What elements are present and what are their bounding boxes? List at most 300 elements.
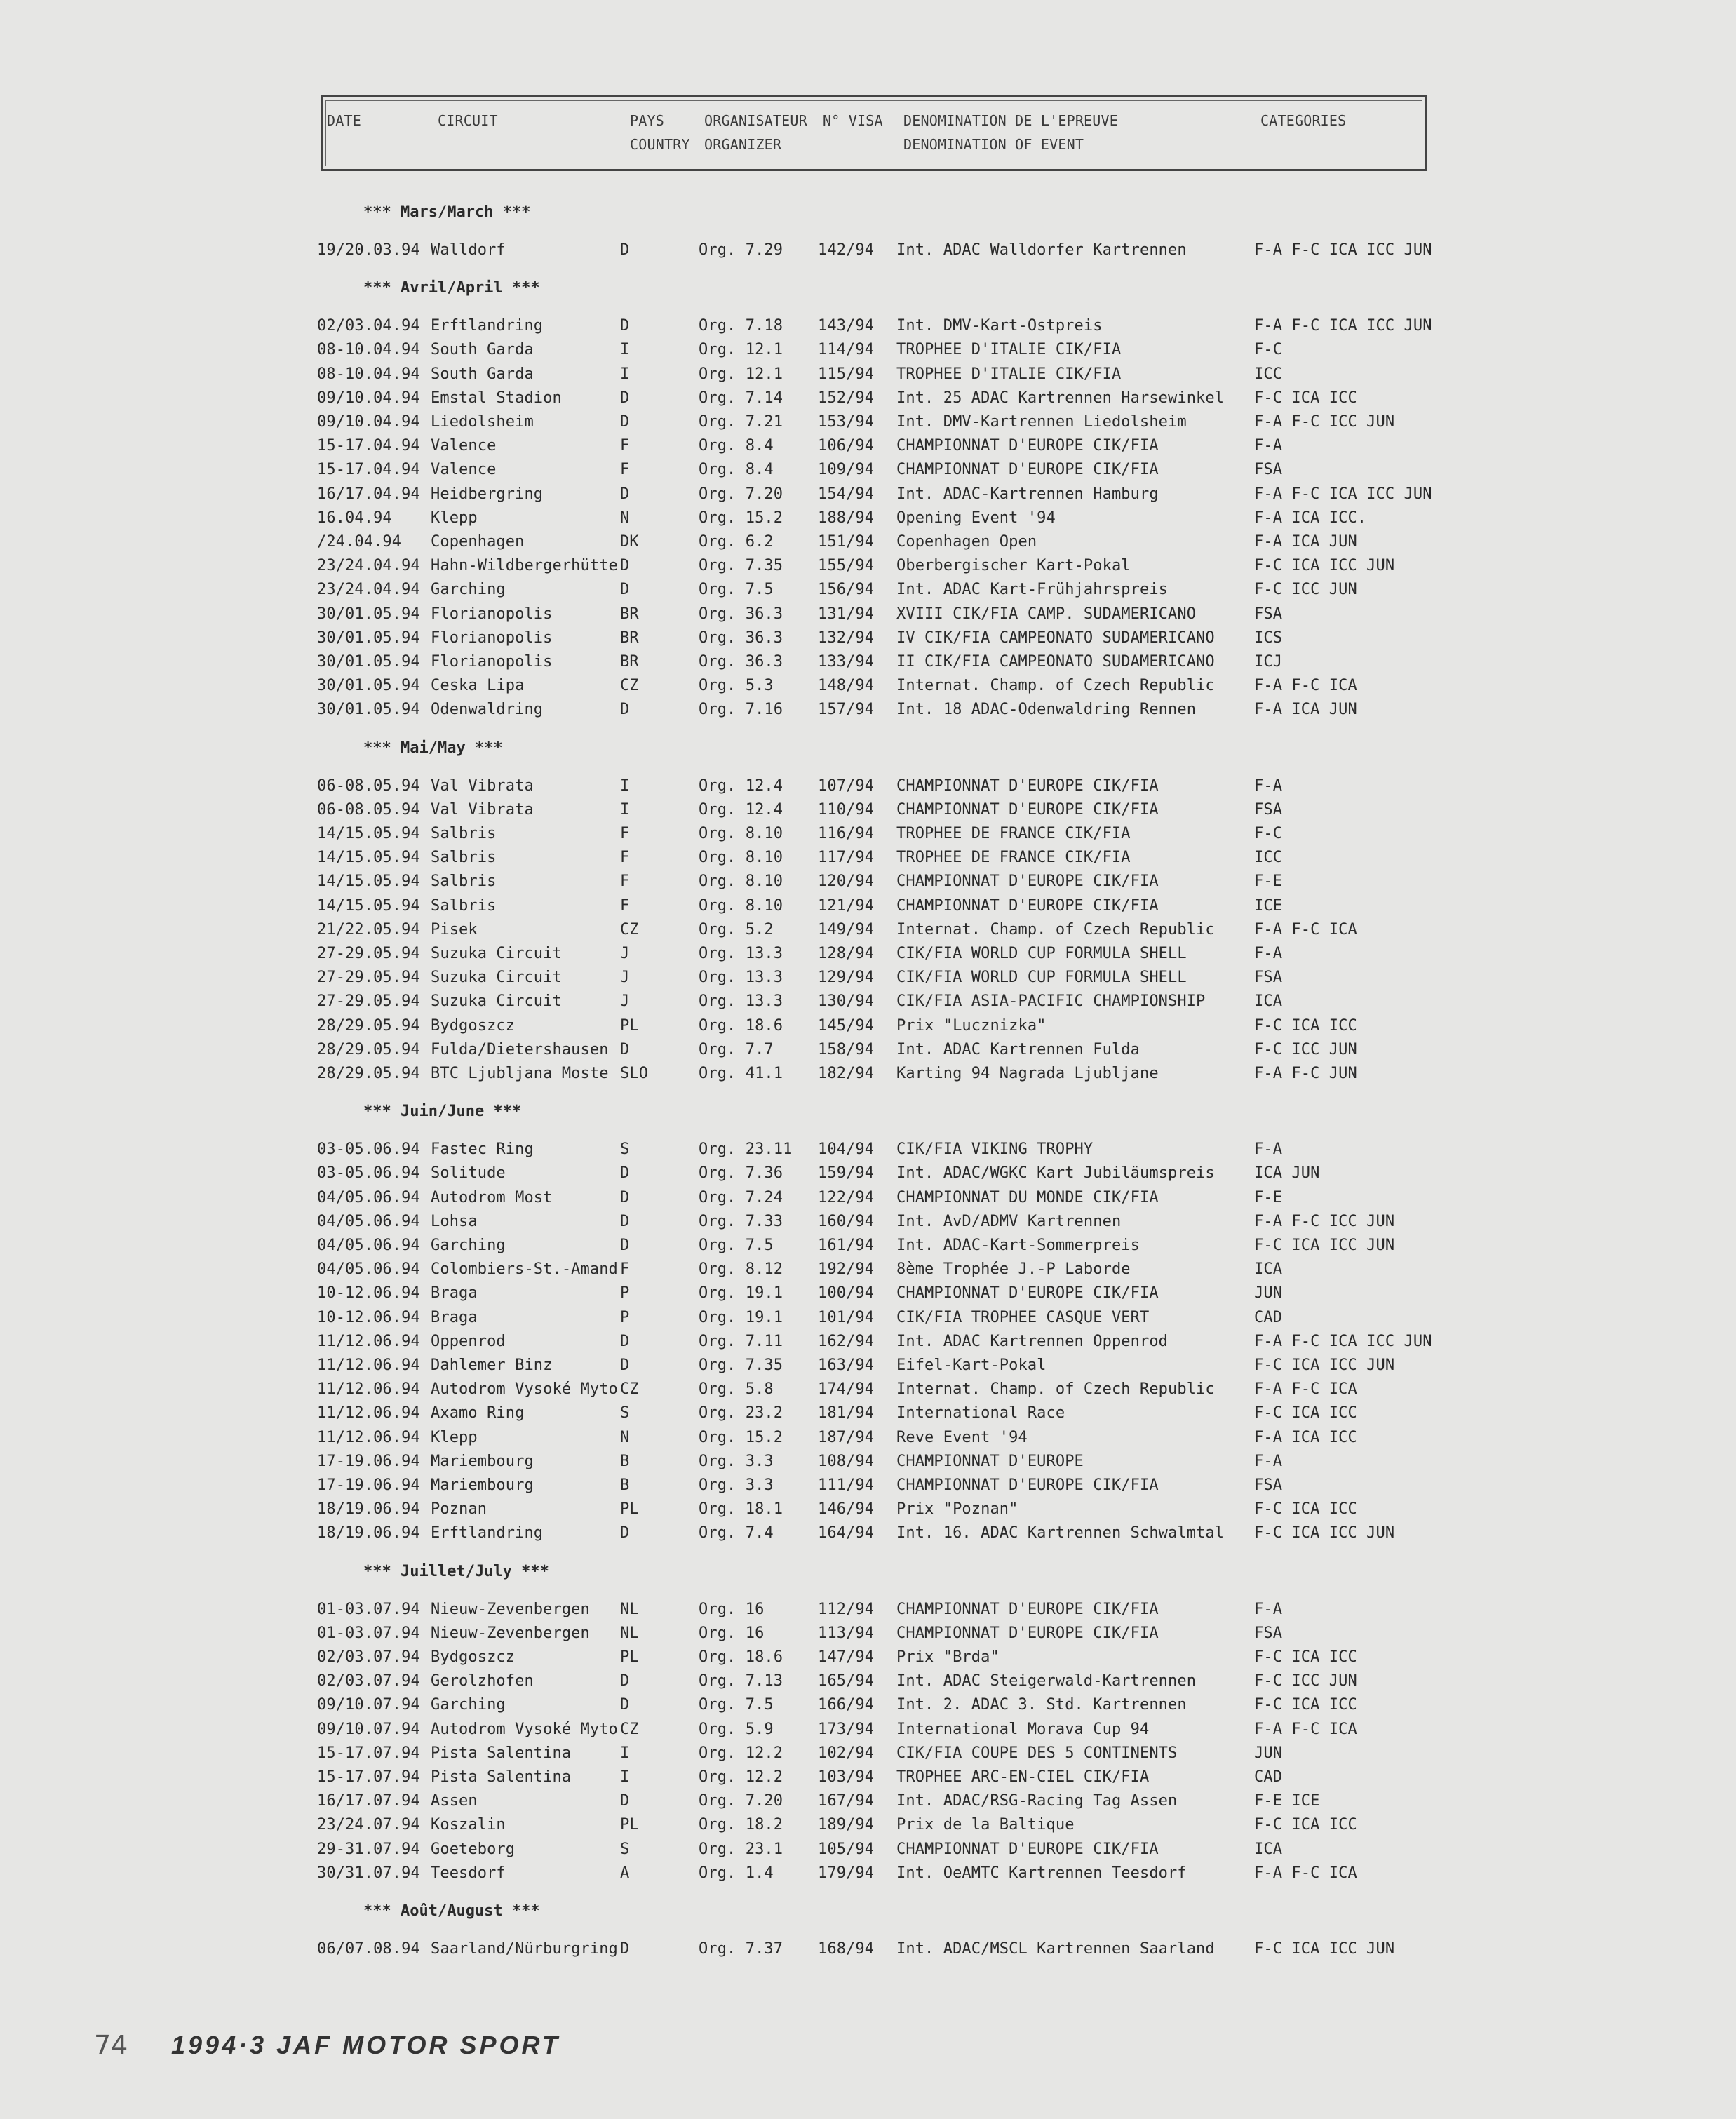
categories: ICS (1254, 628, 1283, 647)
country-code: NL (620, 1624, 639, 1642)
event-name: Oberbergischer Kart-Pokal (896, 557, 1131, 575)
table-row (0, 1813, 1736, 1837)
country-code: B (620, 1476, 630, 1494)
circuit-name: Fastec Ring (431, 1141, 534, 1159)
circuit-name: Solitude (431, 1164, 506, 1183)
event-name: CHAMPIONNAT D'EUROPE CIK/FIA (896, 873, 1159, 891)
categories: F-A ICA JUN (1254, 701, 1357, 719)
organizer-number: Org. 8.12 (699, 1260, 783, 1279)
event-name: TROPHEE DE FRANCE CIK/FIA (896, 825, 1131, 842)
categories: F-A F-C JUN (1254, 1065, 1357, 1082)
visa-number: 148/94 (818, 677, 875, 695)
country-code: N (620, 509, 630, 527)
visa-number: 131/94 (818, 605, 875, 623)
categories: FSA (1254, 605, 1283, 623)
event-name: CHAMPIONNAT D'EUROPE CIK/FIA (896, 1624, 1159, 1642)
organizer-number: Org. 15.2 (699, 509, 783, 527)
table-row (0, 674, 1736, 698)
circuit-name: Axamo Ring (431, 1404, 525, 1422)
column-header-box (321, 95, 1427, 171)
visa-number: 101/94 (818, 1308, 875, 1326)
organizer-number: Org. 7.37 (699, 1940, 783, 1958)
circuit-name: Colombiers-St.-Amand (431, 1260, 618, 1279)
circuit-name: Autodrom Most (431, 1188, 553, 1206)
circuit-name: Bydgoszcz (431, 1016, 516, 1035)
circuit-name: Mariembourg (431, 1476, 534, 1494)
event-name: CIK/FIA VIKING TROPHY (896, 1141, 1094, 1159)
event-date: 16/17.07.94 (317, 1792, 420, 1810)
organizer-number: Org. 36.3 (699, 605, 783, 623)
circuit-name: Walldorf (431, 241, 506, 259)
circuit-name: Koszalin (431, 1816, 506, 1834)
categories: FSA (1254, 1624, 1283, 1642)
event-date: 10-12.06.94 (317, 1308, 420, 1326)
table-row (0, 966, 1736, 990)
visa-number: 189/94 (818, 1816, 875, 1834)
page-footer (94, 2030, 560, 2061)
categories: ICA JUN (1254, 1164, 1320, 1183)
country-code: S (620, 1141, 630, 1159)
month-section-title: *** Mars/March *** (363, 203, 531, 221)
table-row (0, 894, 1736, 918)
country-code: D (620, 701, 630, 719)
event-name: Int. OeAMTC Kartrennen Teesdorf (896, 1864, 1187, 1882)
table-row (0, 483, 1736, 506)
event-date: 04/05.06.94 (317, 1188, 420, 1206)
visa-number: 116/94 (818, 825, 875, 842)
visa-number: 173/94 (818, 1720, 875, 1738)
page-number: 74 (94, 2030, 128, 2061)
event-name: CHAMPIONNAT D'EUROPE CIK/FIA (896, 1840, 1159, 1858)
visa-number: 114/94 (818, 341, 875, 359)
organizer-number: Org. 16 (699, 1600, 765, 1618)
circuit-name: Florianopolis (431, 653, 553, 671)
table-row (0, 1210, 1736, 1234)
visa-number: 109/94 (818, 461, 875, 479)
event-date: 04/05.06.94 (317, 1260, 420, 1279)
visa-number: 168/94 (818, 1940, 875, 1958)
categories: FSA (1254, 1476, 1283, 1494)
visa-number: 117/94 (818, 849, 875, 867)
event-date: 02/03.07.94 (317, 1672, 420, 1690)
event-name: CHAMPIONNAT D'EUROPE CIK/FIA (896, 776, 1159, 795)
event-date: 09/10.07.94 (317, 1696, 420, 1714)
categories: ICJ (1254, 653, 1283, 671)
country-code: BR (620, 605, 639, 623)
event-name: CHAMPIONNAT DU MONDE CIK/FIA (896, 1188, 1159, 1206)
country-code: D (620, 241, 630, 259)
visa-number: 110/94 (818, 800, 875, 819)
circuit-name: Autodrom Vysoké Myto (431, 1720, 618, 1738)
circuit-name: Bydgoszcz (431, 1648, 516, 1666)
table-row (0, 1354, 1736, 1378)
country-code: PL (620, 1500, 639, 1519)
circuit-name: Autodrom Vysoké Myto (431, 1380, 618, 1399)
header-denomination-en: DENOMINATION OF EVENT (903, 136, 1084, 153)
table-row (0, 1598, 1736, 1622)
table-row (0, 1282, 1736, 1305)
visa-number: 182/94 (818, 1065, 875, 1082)
organizer-number: Org. 7.5 (699, 1237, 774, 1254)
visa-number: 121/94 (818, 896, 875, 915)
table-row (0, 1521, 1736, 1545)
organizer-number: Org. 7.29 (699, 241, 783, 259)
event-name: TROPHEE ARC-EN-CIEL CIK/FIA (896, 1768, 1150, 1786)
event-name: CHAMPIONNAT D'EUROPE CIK/FIA (896, 461, 1159, 479)
visa-number: 145/94 (818, 1016, 875, 1035)
visa-number: 130/94 (818, 993, 875, 1011)
table-row (0, 990, 1736, 1014)
organizer-number: Org. 7.16 (699, 701, 783, 719)
circuit-name: Suzuka Circuit (431, 945, 562, 962)
event-name: CIK/FIA WORLD CUP FORMULA SHELL (896, 969, 1187, 987)
categories: F-A F-C ICA (1254, 677, 1357, 695)
organizer-number: Org. 3.3 (699, 1452, 774, 1470)
circuit-name: Suzuka Circuit (431, 993, 562, 1011)
categories: F-C ICA ICC (1254, 1016, 1357, 1035)
country-code: D (620, 1792, 630, 1810)
table-row (0, 1162, 1736, 1185)
circuit-name: Florianopolis (431, 628, 553, 647)
country-code: J (620, 969, 630, 987)
table-row (0, 846, 1736, 870)
event-name: CHAMPIONNAT D'EUROPE CIK/FIA (896, 1600, 1159, 1618)
organizer-number: Org. 7.36 (699, 1164, 783, 1183)
month-section-title: *** Avril/April *** (363, 279, 540, 297)
table-row (0, 603, 1736, 626)
event-name: CHAMPIONNAT D'EUROPE (896, 1452, 1084, 1470)
event-name: 8ème Trophée J.-P Laborde (896, 1260, 1131, 1279)
organizer-number: Org. 7.33 (699, 1212, 783, 1230)
visa-number: 159/94 (818, 1164, 875, 1183)
month-section-title: *** Août/August *** (363, 1902, 540, 1920)
event-date: 11/12.06.94 (317, 1332, 420, 1350)
organizer-number: Org. 7.20 (699, 1792, 783, 1810)
event-name: Int. DMV-Kart-Ostpreis (896, 317, 1103, 335)
organizer-number: Org. 5.3 (699, 677, 774, 695)
circuit-name: Nieuw-Zevenbergen (431, 1624, 590, 1642)
visa-number: 100/94 (818, 1284, 875, 1303)
event-name: Int. 18 ADAC-Odenwaldring Rennen (896, 701, 1197, 719)
visa-number: 166/94 (818, 1696, 875, 1714)
header-date: DATE (327, 112, 361, 129)
categories: F-C ICA ICC (1254, 1816, 1357, 1834)
country-code: DK (620, 533, 639, 551)
header-organisateur: ORGANISATEUR (704, 112, 807, 129)
visa-number: 108/94 (818, 1452, 875, 1470)
event-date: 23/24.07.94 (317, 1816, 420, 1834)
event-name: Int. ADAC Kartrennen Fulda (896, 1040, 1140, 1058)
country-code: I (620, 1744, 630, 1762)
table-row (0, 314, 1736, 338)
circuit-name: Copenhagen (431, 533, 525, 551)
country-code: N (620, 1428, 630, 1446)
organizer-number: Org. 15.2 (699, 1428, 783, 1446)
categories: ICA (1254, 993, 1283, 1011)
categories: F-A F-C ICA ICC JUN (1254, 241, 1432, 259)
country-code: BR (620, 628, 639, 647)
visa-number: 146/94 (818, 1500, 875, 1519)
table-row (0, 1062, 1736, 1086)
table-row (0, 650, 1736, 674)
publication-title: 1994·3 JAF MOTOR SPORT (171, 2031, 560, 2059)
country-code: D (620, 557, 630, 575)
organizer-number: Org. 18.6 (699, 1016, 783, 1035)
visa-number: 107/94 (818, 776, 875, 795)
table-row (0, 1426, 1736, 1450)
organizer-number: Org. 12.1 (699, 365, 783, 383)
circuit-name: Pista Salentina (431, 1744, 572, 1762)
visa-number: 112/94 (818, 1600, 875, 1618)
circuit-name: Emstal Stadion (431, 389, 562, 407)
country-code: I (620, 365, 630, 383)
organizer-number: Org. 12.2 (699, 1744, 783, 1762)
event-name: Reve Event '94 (896, 1428, 1028, 1446)
visa-number: 160/94 (818, 1212, 875, 1230)
event-name: CHAMPIONNAT D'EUROPE CIK/FIA (896, 896, 1159, 915)
table-row (0, 942, 1736, 966)
visa-number: 162/94 (818, 1332, 875, 1350)
circuit-name: Pisek (431, 920, 478, 939)
circuit-name: Erftlandring (431, 317, 544, 335)
visa-number: 147/94 (818, 1648, 875, 1666)
categories: F-A (1254, 437, 1283, 455)
country-code: J (620, 945, 630, 962)
event-name: Prix de la Baltique (896, 1816, 1075, 1834)
country-code: PL (620, 1816, 639, 1834)
event-date: 14/15.05.94 (317, 896, 420, 915)
table-row (0, 1450, 1736, 1474)
event-date: 15-17.07.94 (317, 1768, 420, 1786)
table-row (0, 698, 1736, 722)
event-date: 11/12.06.94 (317, 1428, 420, 1446)
country-code: F (620, 1260, 630, 1279)
visa-number: 129/94 (818, 969, 875, 987)
organizer-number: Org. 7.14 (699, 389, 783, 407)
organizer-number: Org. 18.2 (699, 1816, 783, 1834)
country-code: CZ (620, 677, 639, 695)
categories: F-A F-C ICA ICC JUN (1254, 317, 1432, 335)
table-row (0, 1862, 1736, 1885)
event-name: Int. ADAC Kart-Frühjahrspreis (896, 581, 1169, 599)
event-name: Internat. Champ. of Czech Republic (896, 1380, 1215, 1399)
visa-number: 179/94 (818, 1864, 875, 1882)
visa-number: 143/94 (818, 317, 875, 335)
organizer-number: Org. 12.4 (699, 776, 783, 795)
table-row (0, 506, 1736, 530)
event-date: 14/15.05.94 (317, 849, 420, 867)
event-name: Int. 16. ADAC Kartrennen Schwalmtal (896, 1524, 1225, 1542)
visa-number: 161/94 (818, 1237, 875, 1254)
table-row (0, 870, 1736, 894)
table-row (0, 458, 1736, 482)
categories: FSA (1254, 969, 1283, 987)
country-code: PL (620, 1016, 639, 1035)
event-name: Int. 2. ADAC 3. Std. Kartrennen (896, 1696, 1187, 1714)
circuit-name: Gerolzhofen (431, 1672, 534, 1690)
event-date: 18/19.06.94 (317, 1524, 420, 1542)
country-code: CZ (620, 920, 639, 939)
organizer-number: Org. 12.2 (699, 1768, 783, 1786)
organizer-number: Org. 23.2 (699, 1404, 783, 1422)
visa-number: 153/94 (818, 413, 875, 431)
categories: FSA (1254, 461, 1283, 479)
circuit-name: Saarland/Nürburgring (431, 1940, 618, 1958)
country-code: D (620, 1696, 630, 1714)
event-name: Eifel-Kart-Pokal (896, 1357, 1047, 1374)
visa-number: 113/94 (818, 1624, 875, 1642)
table-row (0, 1038, 1736, 1062)
organizer-number: Org. 13.3 (699, 993, 783, 1011)
event-name: TROPHEE D'ITALIE CIK/FIA (896, 341, 1122, 359)
country-code: D (620, 1357, 630, 1374)
event-date: 27-29.05.94 (317, 945, 420, 962)
event-date: /24.04.94 (317, 533, 402, 551)
circuit-name: Goeteborg (431, 1840, 516, 1858)
organizer-number: Org. 7.5 (699, 581, 774, 599)
categories: ICE (1254, 896, 1283, 915)
country-code: B (620, 1452, 630, 1470)
table-row (0, 918, 1736, 942)
table-row (0, 1742, 1736, 1765)
event-date: 17-19.06.94 (317, 1452, 420, 1470)
table-row (0, 434, 1736, 458)
country-code: D (620, 1237, 630, 1254)
table-row (0, 1378, 1736, 1401)
country-code: CZ (620, 1380, 639, 1399)
organizer-number: Org. 23.1 (699, 1840, 783, 1858)
organizer-number: Org. 8.4 (699, 437, 774, 455)
circuit-name: Dahlemer Binz (431, 1357, 553, 1374)
visa-number: 106/94 (818, 437, 875, 455)
event-date: 28/29.05.94 (317, 1016, 420, 1035)
visa-number: 149/94 (818, 920, 875, 939)
visa-number: 103/94 (818, 1768, 875, 1786)
event-date: 16/17.04.94 (317, 485, 420, 503)
table-row (0, 338, 1736, 362)
circuit-name: Val Vibrata (431, 800, 534, 819)
circuit-name: Lohsa (431, 1212, 478, 1230)
circuit-name: Nieuw-Zevenbergen (431, 1600, 590, 1618)
circuit-name: Florianopolis (431, 605, 553, 623)
event-date: 09/10.04.94 (317, 413, 420, 431)
visa-number: 192/94 (818, 1260, 875, 1279)
event-date: 10-12.06.94 (317, 1284, 420, 1303)
table-row (0, 1186, 1736, 1210)
event-date: 27-29.05.94 (317, 993, 420, 1011)
event-name: International Race (896, 1404, 1065, 1422)
circuit-name: Suzuka Circuit (431, 969, 562, 987)
country-code: D (620, 1188, 630, 1206)
event-name: Int. ADAC-Kartrennen Hamburg (896, 485, 1159, 503)
circuit-name: BTC Ljubljana Moste (431, 1065, 609, 1082)
event-date: 28/29.05.94 (317, 1040, 420, 1058)
event-date: 03-05.06.94 (317, 1164, 420, 1183)
visa-number: 165/94 (818, 1672, 875, 1690)
visa-number: 105/94 (818, 1840, 875, 1858)
categories: F-C ICA ICC (1254, 1500, 1357, 1519)
event-date: 02/03.07.94 (317, 1648, 420, 1666)
event-date: 11/12.06.94 (317, 1404, 420, 1422)
visa-number: 152/94 (818, 389, 875, 407)
visa-number: 187/94 (818, 1428, 875, 1446)
event-date: 23/24.04.94 (317, 557, 420, 575)
event-name: Internat. Champ. of Czech Republic (896, 677, 1215, 695)
event-date: 30/01.05.94 (317, 628, 420, 647)
categories: F-A F-C ICC JUN (1254, 1212, 1395, 1230)
country-code: PL (620, 1648, 639, 1666)
circuit-name: Salbris (431, 896, 497, 915)
visa-number: 155/94 (818, 557, 875, 575)
country-code: D (620, 1672, 630, 1690)
circuit-name: Klepp (431, 509, 478, 527)
event-date: 15-17.04.94 (317, 461, 420, 479)
country-code: D (620, 413, 630, 431)
table-row (0, 363, 1736, 386)
circuit-name: Erftlandring (431, 1524, 544, 1542)
categories: F-C ICA ICC JUN (1254, 1940, 1395, 1958)
visa-number: 156/94 (818, 581, 875, 599)
organizer-number: Org. 36.3 (699, 653, 783, 671)
table-row (0, 626, 1736, 650)
event-date: 11/12.06.94 (317, 1357, 420, 1374)
organizer-number: Org. 13.3 (699, 945, 783, 962)
table-row (0, 1937, 1736, 1961)
table-row (0, 1330, 1736, 1354)
categories: F-C ICA ICC (1254, 1404, 1357, 1422)
table-row (0, 1838, 1736, 1862)
visa-number: 104/94 (818, 1141, 875, 1159)
categories: F-A F-C ICA ICC JUN (1254, 1332, 1432, 1350)
header-categories: CATEGORIES (1260, 112, 1347, 129)
categories: CAD (1254, 1308, 1283, 1326)
circuit-name: Garching (431, 1696, 506, 1714)
header-denomination-fr: DENOMINATION DE L'EPREUVE (903, 112, 1119, 129)
categories: F-C ICA ICC JUN (1254, 1237, 1395, 1254)
country-code: D (620, 1040, 630, 1058)
categories: F-A (1254, 1452, 1283, 1470)
visa-number: 181/94 (818, 1404, 875, 1422)
circuit-name: Braga (431, 1284, 478, 1303)
event-date: 29-31.07.94 (317, 1840, 420, 1858)
circuit-name: Garching (431, 1237, 506, 1254)
event-name: Int. DMV-Kartrennen Liedolsheim (896, 413, 1187, 431)
table-row (0, 1765, 1736, 1789)
organizer-number: Org. 36.3 (699, 628, 783, 647)
event-name: Prix "Poznan" (896, 1500, 1018, 1519)
categories: F-A F-C ICA (1254, 920, 1357, 939)
table-row (0, 1474, 1736, 1498)
table-row (0, 1138, 1736, 1162)
organizer-number: Org. 8.10 (699, 896, 783, 915)
visa-number: 122/94 (818, 1188, 875, 1206)
table-row (0, 1014, 1736, 1038)
event-name: TROPHEE DE FRANCE CIK/FIA (896, 849, 1131, 867)
visa-number: 133/94 (818, 653, 875, 671)
categories: JUN (1254, 1744, 1283, 1762)
organizer-number: Org. 8.10 (699, 825, 783, 842)
categories: F-C ICC JUN (1254, 1672, 1357, 1690)
circuit-name: Heidbergring (431, 485, 544, 503)
organizer-number: Org. 7.20 (699, 485, 783, 503)
country-code: F (620, 825, 630, 842)
country-code: S (620, 1840, 630, 1858)
event-name: Int. AvD/ADMV Kartrennen (896, 1212, 1122, 1230)
country-code: F (620, 896, 630, 915)
country-code: BR (620, 653, 639, 671)
visa-number: 164/94 (818, 1524, 875, 1542)
categories: F-A F-C ICA (1254, 1720, 1357, 1738)
